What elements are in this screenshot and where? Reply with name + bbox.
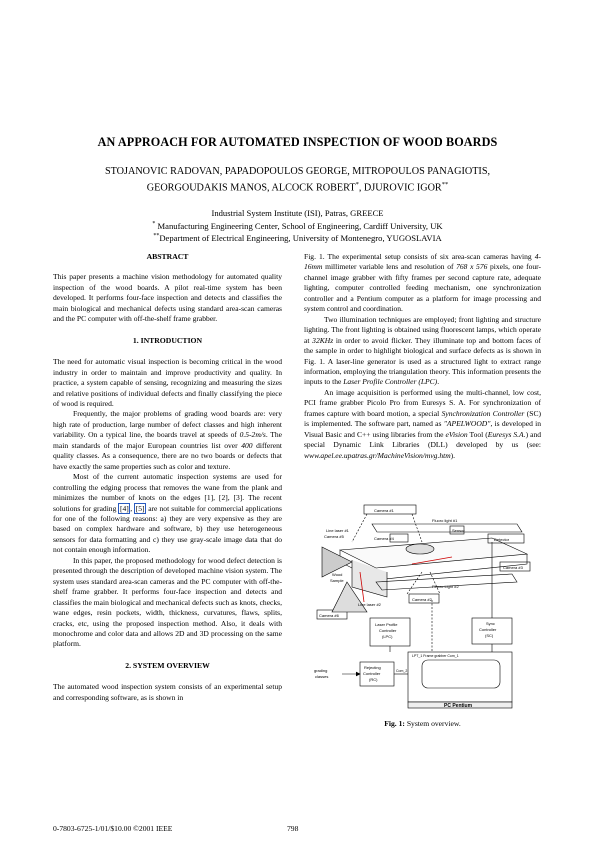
label-camera-3: Camera #3 bbox=[503, 565, 523, 570]
lens-value: 4-16mm bbox=[304, 252, 541, 272]
label-rc-2: Controller bbox=[363, 671, 381, 676]
intro-paragraph-1: The need for automatic visual inspection is becoming critical in the wood industry in order to maintain and improve productivity and quality. In practice, a system capable of sensing, recognizing and measuring the sizes and relative positions of individual defects and finally classifying the piece of wood is required. bbox=[53, 357, 282, 408]
text: pixels, one four-channel image grabber with fifty frames per second capture rate, adequate lighting, computer controlled feeding mechanism, one synchronization controller and a Pentium computer as a platform for image processing and system control and coordination. bbox=[304, 262, 542, 314]
label-rc-1: Rejecting bbox=[364, 665, 381, 670]
label-laser-2: Line laser #2 bbox=[358, 602, 381, 607]
text: , is developed in Visual Basic and C++ using libraries from the bbox=[304, 419, 541, 439]
label-sc-2: Controller bbox=[479, 627, 497, 632]
text: Tool ( bbox=[467, 429, 488, 439]
citation-link-5[interactable]: [5] bbox=[135, 503, 145, 513]
authors-line-1: STOJANOVIC RADOVAN, PAPADOPOULOS GEORGE, MITROPOULOS PANAGIOTIS, bbox=[104, 166, 491, 177]
label-detector: Detector bbox=[494, 537, 510, 542]
label-camera-5: Camera #5 bbox=[324, 534, 344, 539]
fluoro-light-1 bbox=[372, 524, 522, 532]
caption-label: Fig. 1: bbox=[384, 719, 405, 728]
label-fluoro-1: Fluoro light #1 bbox=[432, 518, 458, 523]
text: . bbox=[437, 377, 440, 387]
text: , bbox=[130, 503, 135, 513]
affil-text: Department of Electrical Engineering, University of Montenegro, YUGOSLAVIA bbox=[159, 232, 442, 243]
abstract-heading: ABSTRACT bbox=[146, 252, 189, 261]
label-camera-2: Camera #2 bbox=[412, 597, 432, 602]
intro-paragraph-4: In this paper, the proposed methodology for wood defect detection is presented through the description of developed machine vision system. The system uses standard area-scan cameras and the PC computer with off-the-shelf frame grabber. It performs four-face inspection and detects and classifies the main biological and mechanical defects such as knots, checks, wane edges, resin pockets, width, thickness, curvatures, flaws, splits, cracks, etc, using the proposed inspection method. Also, it deals with monochrome and color data and allows 2D and 3D processing on the same platform. bbox=[53, 555, 282, 649]
label-wood: Wood bbox=[332, 572, 343, 577]
text: are not suitable for commercial applications for one of the following reasons: a) they are very expensive as they are based on complex hardware and software, b) they use heterogeneous sensors for data formatting and c) they use gray-scale image data that do not contain enough information. bbox=[53, 503, 282, 555]
label-buses: LPT_1 Frame grabber Com_1 bbox=[412, 654, 459, 658]
label-lpc-2: Controller bbox=[379, 628, 397, 633]
acquisition-paragraph bbox=[304, 388, 541, 461]
label-rc-3: (RC) bbox=[369, 677, 378, 682]
label-camera-1: Camera #1 bbox=[374, 508, 394, 513]
label-grading-2: classes bbox=[315, 674, 329, 679]
sc-term: Synchronization Controller bbox=[441, 408, 525, 418]
label-sample: Sample bbox=[330, 578, 344, 583]
authors-line-2 bbox=[0, 179, 595, 195]
system-overview-figure bbox=[312, 502, 534, 712]
authors-text: GEORGOUDAKIS MANOS, ALCOCK ROBERT bbox=[146, 181, 356, 193]
text: An image acquisition is performed using the multi-channel, low cost, PCI frame grabber Picolo Pro from Euresys S. A. For synchronization of frames capture with board motion, a special bbox=[304, 387, 541, 418]
affil-mark: ** bbox=[441, 180, 449, 188]
left-column bbox=[53, 252, 282, 703]
affil-mark: * bbox=[355, 180, 359, 188]
authors-text: , DJUROVIC IGOR bbox=[358, 181, 442, 193]
label-camera-4: Camera #4 bbox=[374, 536, 394, 541]
text: in order to avoid flicker. They illuminate top and bottom faces of the sample in order to highlight biological and surface defects as is shown in Fig. 1. A laser-line generator is used as a structured light to extract range information, employing the triangulation theory. This information presents the inputs to the bbox=[304, 335, 541, 387]
affiliation-montenegro bbox=[0, 231, 595, 243]
affiliation-isi: Industrial System Institute (ISI), Patras, GREECE bbox=[211, 208, 384, 218]
lpc-term: Laser Profile Controller (LPC) bbox=[343, 377, 438, 387]
abstract-paragraph: This paper presents a machine vision methodology for automated quality inspection of the wood boards. A pilot real-time system has been developed. It performs four-face inspection and detects and classifies the main biological and mechanical defects using standard area-scan cameras and the PC computer with off-the-shelf frame grabber. bbox=[53, 272, 282, 324]
frequency-value: 32KHz bbox=[312, 335, 334, 345]
illumination-paragraph bbox=[304, 315, 541, 388]
figure-caption bbox=[304, 719, 541, 728]
label-camera-6: Camera #6 bbox=[319, 613, 339, 618]
page-number: 798 bbox=[287, 824, 299, 833]
overview-paragraph: The automated wood inspection system consists of an experimental setup and corresponding software, as is shown in bbox=[53, 682, 282, 702]
pc-box bbox=[408, 652, 512, 702]
text: millimeter variable lens and resolution of bbox=[322, 262, 457, 272]
software-name: "APELWOOD" bbox=[443, 419, 491, 429]
text: . The main standards of the major European countries list over bbox=[53, 430, 282, 450]
text: ). bbox=[450, 450, 456, 460]
label-fluoro-2: Fluoro Light #2 bbox=[432, 584, 459, 589]
affiliation-cardiff bbox=[0, 219, 595, 231]
affiliations bbox=[0, 208, 595, 244]
system-overview-heading: 2. SYSTEM OVERVIEW bbox=[125, 660, 210, 670]
defect-knot bbox=[406, 544, 434, 554]
label-sensor: Sensor bbox=[452, 528, 465, 533]
right-column bbox=[304, 252, 541, 461]
text: ) and special Dynamic Link Libraries (DLL) developed by us (see: bbox=[304, 429, 541, 450]
affil-mark: * bbox=[152, 220, 156, 227]
label-lpc-3: (LPC) bbox=[382, 634, 393, 639]
label-sc-1: Sync bbox=[486, 621, 495, 626]
intro-paragraph-2 bbox=[53, 409, 282, 472]
label-com2: Com_2 bbox=[396, 669, 408, 673]
affil-mark: ** bbox=[153, 233, 160, 240]
text: Two illumination techniques are employed; front lighting and structure lighting. The front lighting is obtained using fluorescent lamps, which operate at bbox=[304, 314, 541, 345]
label-laser-1: Line laser #1 bbox=[326, 528, 349, 533]
footer-isbn: 0-7803-6725-1/01/$10.00 ©2001 IEEE bbox=[53, 824, 173, 833]
speed-value: 0.5-2m/s bbox=[239, 430, 266, 440]
text: Most of the current automatic inspection systems are used for controlling the edging process that removes the wane from the plank and minimizes the number of knots on the edges [1], [2], [3]. The recent solutions for grading bbox=[53, 472, 282, 513]
arrow-icon bbox=[356, 672, 360, 676]
board-top bbox=[340, 538, 527, 568]
project-url[interactable]: www.apel.ee.upatras.gr/MachineVision/mvg.htm bbox=[304, 450, 451, 460]
label-lpc-1: Laser Profile bbox=[375, 622, 398, 627]
text: Frequently, the major problems of grading wood boards are: very high rate of production, large number of defect classes and high inherent variability. On a typical line, the boards travel at speeds of bbox=[53, 409, 282, 440]
euresys-term: Euresys S.A. bbox=[487, 429, 526, 439]
citation-link-4[interactable]: [4] bbox=[119, 503, 129, 513]
intro-heading: 1. INTRODUCTION bbox=[132, 335, 203, 345]
pc-screen bbox=[422, 660, 500, 688]
intro-paragraph-3 bbox=[53, 472, 282, 556]
text: (SC) is implemented. The software part, named as bbox=[304, 408, 541, 429]
text: different quality classes. As a consequence, there are no two boards or defects that have exactly the same properties such as color and texture. bbox=[53, 440, 282, 471]
affil-text: Manufacturing Engineering Center, School of Engineering, Cardiff University, UK bbox=[155, 220, 443, 231]
controller-links bbox=[390, 644, 492, 652]
caption-text: System overview. bbox=[404, 719, 461, 728]
resolution-value: 768 x 576 bbox=[456, 262, 488, 272]
paper-title: AN APPROACH FOR AUTOMATED INSPECTION OF WOOD BOARDS bbox=[97, 135, 498, 149]
evision-term: eVision bbox=[445, 429, 468, 439]
class-count: 400 bbox=[241, 440, 253, 450]
text: Fig. 1. The experimental setup consists of six area-scan cameras having bbox=[304, 252, 535, 261]
author-list bbox=[0, 166, 595, 194]
label-sc-3: (SC) bbox=[485, 633, 494, 638]
setup-paragraph bbox=[304, 252, 541, 315]
camera-2-view bbox=[407, 572, 440, 594]
label-grading-1: grading bbox=[314, 668, 328, 673]
system-diagram bbox=[312, 502, 534, 712]
label-pc: PC Pentium bbox=[444, 703, 473, 709]
